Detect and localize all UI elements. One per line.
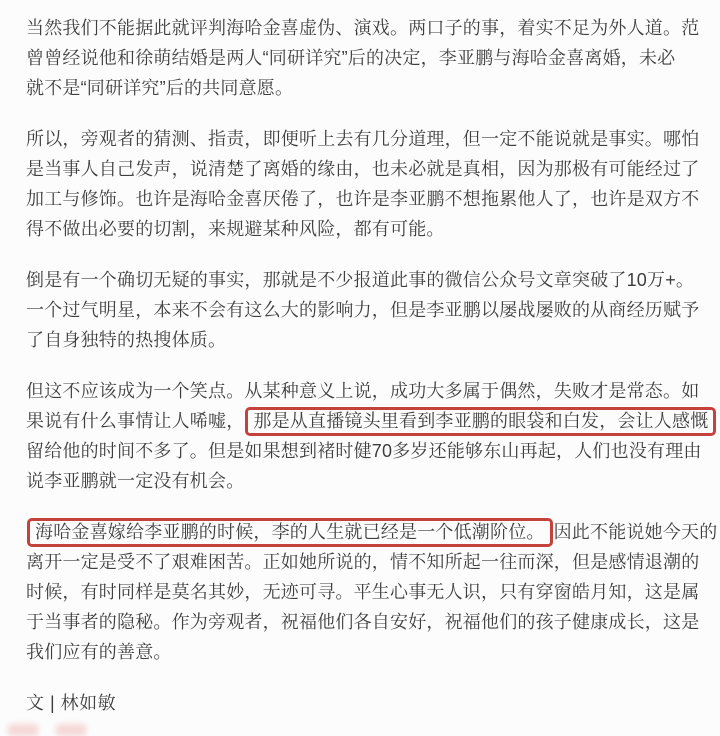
text-line: [26, 214, 694, 244]
text-segment: 倒是有一个确切无疑的事实，那就是不少报道此事的微信公众号文章突破了10万+。: [26, 270, 695, 290]
text-segment: 是当事人自己发声，说清楚了离婚的缘由，也未必就是真相，因为那极有可能经过了: [26, 159, 700, 179]
text-line: [26, 43, 694, 73]
text-segment: 所以，旁观者的猜测、指责，即便听上去有几分道理，但一定不能说就是事实。哪怕: [26, 129, 700, 149]
text-segment: 曾曾经说他和徐萌结婚是两人“同研详究”后的决定，李亚鹏与海哈金喜离婚，未必: [26, 48, 676, 68]
cropped-red-box-artifact-left: [8, 724, 38, 736]
text-segment: 时候，有时同样是莫名其妙，无迹可寻。平生心事无人识，只有穿窗皓月知，这是属: [26, 582, 700, 602]
paragraph: [26, 517, 718, 667]
text-segment: 得不做出必要的切割，来规避某种风险，都有可能。: [26, 219, 445, 239]
text-line: [26, 547, 700, 577]
text-line: [26, 13, 700, 43]
text-line: [26, 73, 694, 103]
text-segment: 我们应有的善意。: [26, 642, 172, 662]
text-segment: 说李亚鹏就一定没有机会。: [26, 471, 245, 491]
cropped-red-box-artifact-right: [56, 724, 86, 736]
text-line: [26, 295, 700, 325]
text-segment: 留给他的时间不多了。但是如果想到褚时健70多岁还能够东山再起，人们也没有理由: [26, 441, 702, 461]
text-segment: 当然我们不能据此就评判海哈金喜虚伪、演戏。两口子的事，着实不足为外人道。范: [26, 18, 700, 38]
paragraph: [26, 376, 709, 496]
text-segment: 于当事者的隐秘。作为旁观者，祝福他们各自安好，祝福他们的孩子健康成长，这是: [26, 612, 700, 632]
red-highlight-box-text: 海哈金喜嫁给李亚鹏的时候，李的人生就已经是一个低潮阶位。: [27, 518, 553, 547]
text-line: [26, 184, 700, 214]
text-line: [26, 577, 700, 607]
paragraph: [26, 265, 700, 355]
text-line: [26, 325, 694, 355]
text-segment: 但这不应该成为一个笑点。从某种意义上说，成功大多属于偶然，失败才是常态。如: [26, 381, 700, 401]
text-line: [26, 406, 709, 436]
text-line: [26, 376, 700, 406]
text-line: [26, 637, 694, 667]
text-segment: 了自身独特的热搜体质。: [26, 330, 227, 350]
text-segment: 就不是“同研详究”后的共同意愿。: [26, 78, 294, 98]
text-line: [26, 607, 700, 637]
text-segment: 离开一定是受不了艰难困苦。正如她所说的，情不知所起一往而深，但是感情退潮的: [26, 552, 700, 572]
text-segment: 果说有什么事情让人唏嘘，: [26, 411, 245, 431]
text-line: [26, 517, 718, 547]
text-line: [26, 124, 700, 154]
text-line: [26, 154, 700, 184]
red-highlight-box-text: 那是从直播镜头里看到李亚鹏的眼袋和白发，会让人感慨: [245, 407, 716, 436]
text-segment: 因此不能说她今天的: [553, 522, 718, 542]
article-paragraphs: [26, 13, 718, 667]
text-line: [26, 265, 694, 295]
byline: 文 | 林如敏: [26, 693, 117, 713]
paragraph: [26, 124, 700, 244]
text-segment: 加工与修饰。也许是海哈金喜厌倦了，也许是李亚鹏不想拖累他人了，也许是双方不: [26, 189, 700, 209]
text-segment: 一个过气明星，本来不会有这么大的影响力，但是李亚鹏以屡战屡败的从商经历赋予: [26, 300, 700, 320]
paragraph: [26, 13, 700, 103]
text-line: [26, 436, 702, 466]
text-line: [26, 466, 694, 496]
